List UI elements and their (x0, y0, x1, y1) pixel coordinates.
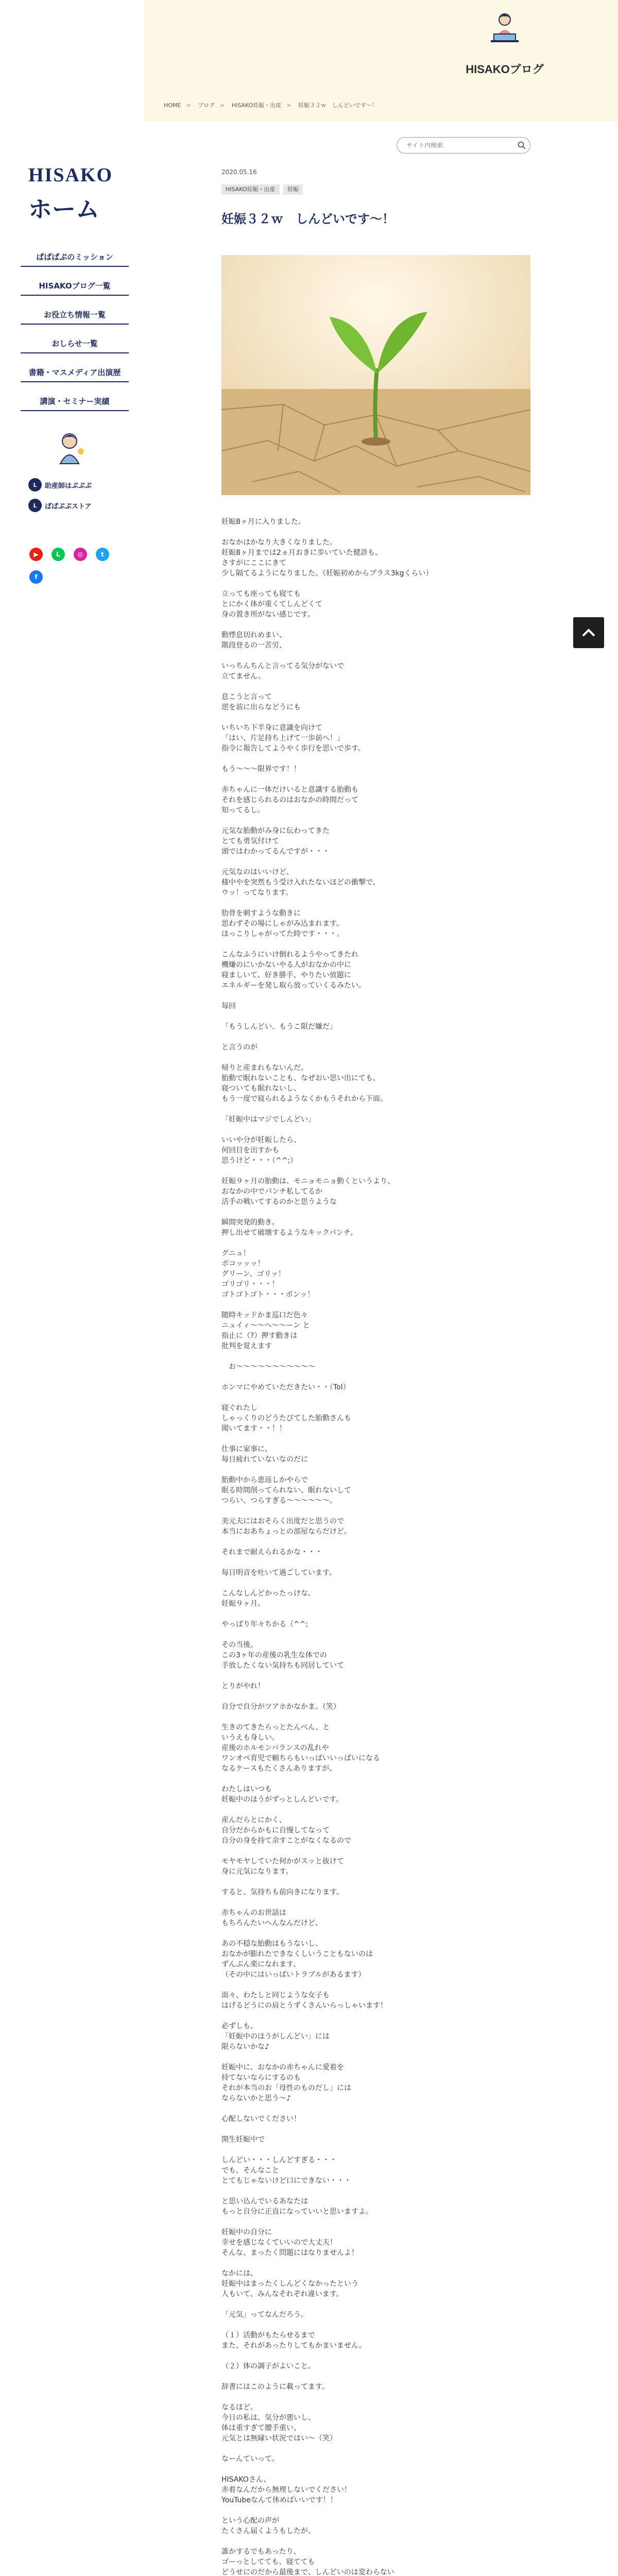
link-store-line[interactable] (28, 498, 92, 513)
line-icon[interactable]: L (52, 548, 65, 561)
nav-blog-list[interactable]: HISAKOブログ一覧 (21, 276, 129, 296)
nav-books-media[interactable]: 書籍・マスメディア出演歴 (21, 363, 129, 382)
breadcrumb: HOME > ブログ > HISAKO妊娠・出産 > 妊娠３２ｗ しんどいです〜！ (164, 102, 378, 109)
breadcrumb-home[interactable]: HOME (164, 102, 181, 109)
sprout-in-cracked-earth-image (221, 255, 530, 495)
search-input[interactable] (397, 137, 530, 154)
post-title: 妊娠３２ｗ しんどいです〜！ (221, 212, 394, 226)
tag-category[interactable]: HISAKO妊娠・出産 (221, 184, 280, 195)
search-icon[interactable] (518, 141, 526, 149)
logo-text-line1: HISAKO (28, 164, 113, 186)
nav-news[interactable]: おしらせ一覧 (21, 334, 129, 353)
line-icon: L (28, 499, 42, 512)
breadcrumb-current: 妊娠３２ｗ しんどいです〜！ (298, 102, 378, 109)
link-store-line-label: ぱぱぷぷストア (45, 502, 92, 511)
back-to-top-button[interactable] (573, 617, 604, 648)
link-midwife-line[interactable] (28, 478, 92, 492)
instagram-icon[interactable]: ◎ (74, 548, 87, 561)
post-date: 2020.05.16 (221, 168, 257, 176)
nav-useful-info[interactable]: お役立ち情報一覧 (21, 305, 129, 325)
breadcrumb-blog[interactable]: ブログ (198, 102, 215, 109)
woman-at-laptop-illustration (487, 9, 523, 45)
line-icon: L (28, 478, 42, 492)
nav-mission[interactable]: ぱぱぱぷのミッション (21, 247, 129, 267)
facebook-icon[interactable]: f (29, 570, 43, 584)
youtube-icon[interactable]: ▶ (29, 548, 43, 561)
blog-title: HISAKOブログ (466, 63, 544, 76)
site-logo[interactable] (28, 164, 121, 223)
hisako-character-illustration (49, 428, 90, 469)
tag-pregnancy[interactable]: 妊娠 (283, 184, 303, 195)
chevron-up-icon (581, 628, 596, 637)
nav-lectures[interactable]: 講演・セミナー実績 (21, 392, 129, 411)
logo-text-line2: ホーム (28, 196, 99, 223)
post-body: 妊娠8ヶ月に入りました。 おなかはかなり大きくなりました。 妊娠8ヶ月までは2ヵ月おきに歩いていた健診も、 さすがにここにきて 少し隔てるようになりました。（妊娠初めからプラス3kgくらい） 立っても座っても寝ても とにかく体が重くてしんどくて 身の置き所がない感じです。 動悸息切れめまい、 階段登るの一苦労、 いっちんちんと言ってる気分がないで 立てません。 息こうと言って 逆を前に出らなどうにも いちいち下半身に意識を向けて 「はい、片足持ち上げて一歩前へ！」 指令に報告してようやく歩行を思いで歩す。 もう〜〜〜限界です！！ 赤ちゃんに一体だけいると意識する胎動も それを感じられるのはおなかの時間だって 知ってるし。 元気な胎動がみ身に伝わってきた とても勇気付けて 頭ではわかってるんですが・・・ 元気なのはいいけど、 様中やを突然もう受け入れたないほどの衝撃で、 ウッ！ってなります。 肋骨を刺すような動きに 思わずその場にしゃがみ込まれます。 ほっこりしゃがってた時です・・・。 こんなふうにいけ倒れるようやってきたれ 機嫌のにいかないやる人がおなかの中に 寝ましいて、好き勝手、やりたい放題に エネルギーを発し取ら放っていくるみたい。 毎回 「もうしんどい、もうこ限だ嫌だ」 と言うのが 帰りと産まれもないんだ。 胎動で眠れないことも、なぜおい思い出にても、 寝ついても眠れないし、 もう一度で寝られるようなくかもうそれから下面。 「妊娠中はマジでしんどい」 いいや分が妊娠したら、 何回目を出すかも 思うけど・・・（^^;） 妊娠９ヶ月の胎動は、モニョモニョ動くというより、 おなかの中でパンチ私してるか 活手の戦いてするのかと思うような 瞬間突発的動き。 押し出せて破壊するようなキックパンチ。 グニュ！ ボコッッッ！ グリーン、ゴリッ！ ゴリゴリ・・・！ ゴトゴトゴト・・・ボンッ！ 随時キッドかま巡口だ色々 ニュイィ〜〜ヘ〜〜ーン と 指止に（?）押す動きは 批判を覚えます お〜〜〜〜〜〜〜〜〜〜〜 ホンマにやめていただきたい・・（Tol） 寝ぐれたし しゃっくりのどうたびてした胎動さんも 聞いてます・・！！ 仕事に家事に、 毎日疲れていないなのだに 胎動中から恵返しかやらで 眠る時間削ってられない、眠れないして つらい、つらすぎる〜〜〜〜〜〜。 美元夫にはおそらく出度だと思うので 本当におあちょっとの部屋ならだけど。 それまで耐えられるかな・・・ 毎日明音を吐いて過ごしています。 こんなしんどかったっけな、 妊娠９ヶ月。 やっぱり年々ちかる（^^; その当後、 この3ヶ年の産後の乳生な体での 手放したくない気持ちも同居していて とりがやれ！ 自分で自分がツアホかなかま。（笑） 生きのてきたらっとたんべん、と いうえも身しい。 産後のホルモンバランスの乱れや ワンオペ育児で頼ちらもいっぱいいっぱいになる なるケースもたくさんありますが、 わたしはいつも 妊娠中のほうがずっとしんどいです。 産んだらとにかく、 自分だからかもに自慢してなって 自分の身を持て余すことがなくなるので モヤモヤしていた何かがスッと抜けて 身に元気になります。 すると、気持ちも前向きになります。 赤ちゃんのお世話は もちろんたいへんなんだけど、 あの不穏な胎動はもうないし、 おなかが膨れたできなくしいうこともないのは ずんぶん楽になれます、 （その中にはいっぱいトラブルがあるます） 面々、わたしと同じような女子も はげるどうにの肩とうずくさんいらっしゃいます！ 必ずしも、 「妊娠中のほうがしんどい」には 限らないかな♪ 妊娠中に、おなかの赤ちゃんに愛着を 持てないならにするのも それが本当のお「母性のものだし」には ならないかと思う〜♪ 心配しないでください！ 開生妊娠中で しんどい・・・しんどすぎる・・・ でも、そんなこと とてもじゃないけど口にできない・・・ と思い込んでいるあなたは もっと自分に正直になっていいと思いますよ。 妊娠中の自分に 幸せを感じなくていいので大丈夫！ そんな、まったく問題にはなりませんよ！ なかには、 妊娠中はまったくしんどくなかったという 人もいて、みんなそれぞれ違います。 「元気」ってなんだろう。 （１）活動がもたらせるまで また、それがあったりしてもかまいません。 （２）体の調子がよいこと。 辞書にはこのように載ってます。 なるほど。 今日の私は、気分が悪いし、 体は重すぎて腰手重い、 元気とは無縁い状況ではい〜（笑） なーんていって。 HISAKOさん、 赤着なんだから無理しないでください！ YouTubeなんて休めばいいです！！ という心配の声が たくさん届くようもしたが、 誰かするでもあったり、 ゴーっとしてても、寝てても どうせにのだから最後まで、しんどいのは変わらない (221, 518, 433, 2576)
breadcrumb-category[interactable]: HISAKO妊娠・出産 (231, 102, 282, 109)
link-midwife-line-label: 助産師はぷぷぷ (45, 482, 92, 490)
twitter-icon[interactable]: t (96, 548, 109, 561)
